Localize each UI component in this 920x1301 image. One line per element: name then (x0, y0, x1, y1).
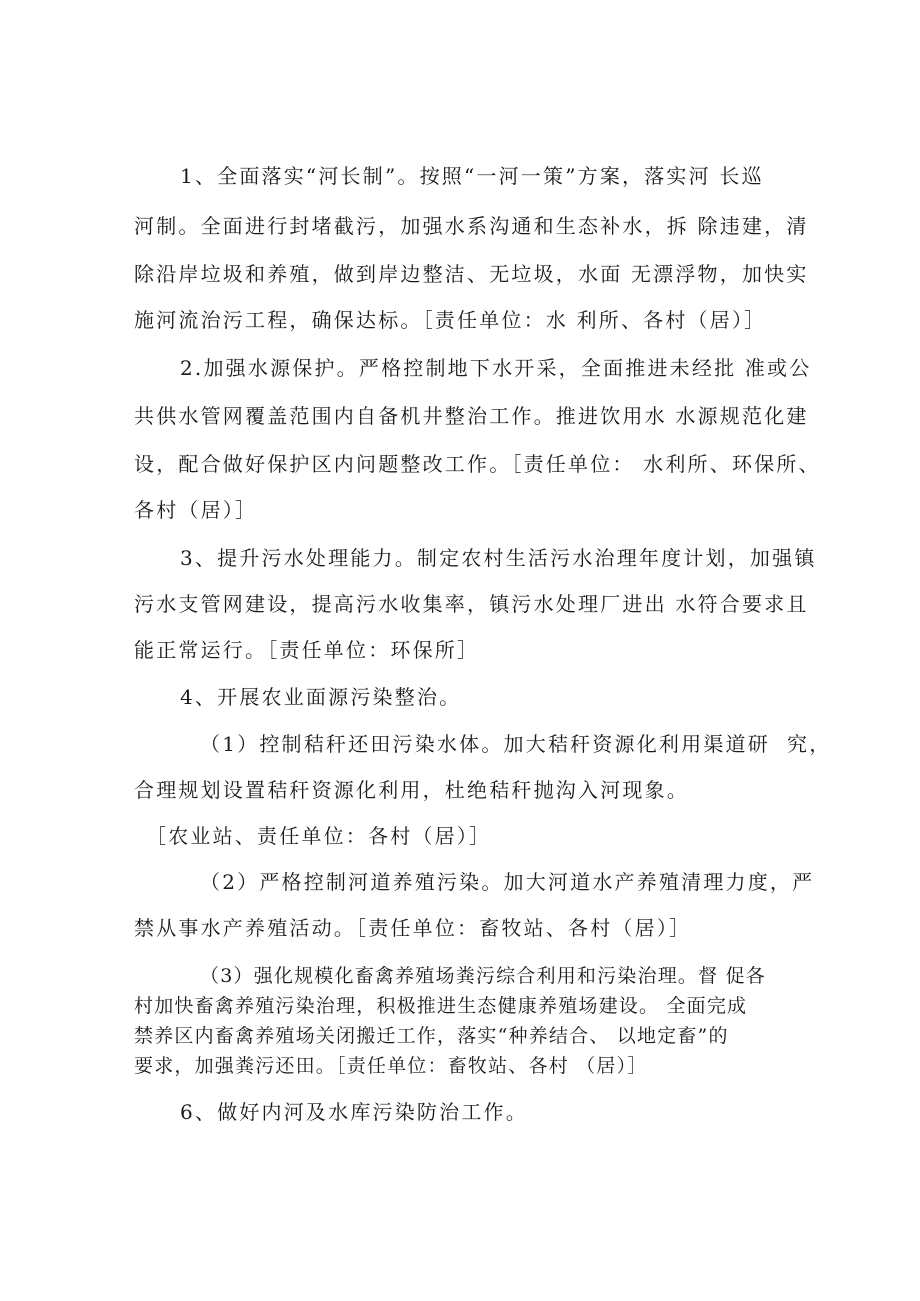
text-line: 污水支管网建设，提高污水收集率，镇污水处理厂进出 水符合要求且 (134, 592, 809, 616)
text-line: 4、开展农业面源污染整治。 (180, 685, 462, 709)
text-line: 禁从事水产养殖活动。［责任单位：畜牧站、各村（居）］ (134, 916, 692, 940)
text-line: 设，配合做好保护区内问题整改工作。［责任单位： 水利所、环保所、 (134, 452, 821, 476)
text-line: （3）强化规模化畜禽养殖场粪污综合利用和污染治理。督 促各 (200, 965, 766, 987)
text-line: 合理规划设置秸秆资源化利用，杜绝秸秆抛沟入河现象。 (134, 778, 689, 802)
text-line: 要求，加强粪污还田。［责任单位：畜牧站、各村 （居）］ (134, 1055, 648, 1077)
text-line: 1、全面落实“河长制”。按照“一河一策”方案，落实河 长巡 (180, 164, 764, 188)
text-line: 禁养区内畜禽养殖场关闭搬迁工作，落实“种养结合、 以地定畜”的 (134, 1025, 729, 1047)
text-line: 除沿岸垃圾和养殖，做到岸边整洁、无垃圾，水面 无漂浮物，加快实 (134, 262, 809, 286)
text-line: 3、提升污水处理能力。制定农村生活污水治理年度计划，加强镇 (180, 546, 817, 570)
text-line: 施河流治污工程，确保达标。［责任单位：水 利所、各村（居）］ (134, 308, 767, 332)
text-line: ［农业站、责任单位：各村（居）］ (146, 824, 492, 848)
text-line: （1）控制秸秆还田污染水体。加大秸秆资源化利用渠道研 究， (200, 732, 832, 756)
text-line: 河制。全面进行封堵截污，加强水系沟通和生态补水，拆 除违建，清 (134, 214, 809, 238)
text-line: 共供水管网覆盖范围内自备机井整治工作。推进饮用水 水源规范化建 (134, 404, 809, 428)
text-line: 能正常运行。［责任单位：环保所］ (134, 638, 480, 662)
text-line: （2）严格控制河道养殖污染。加大河道水产养殖清理力度，严 (200, 870, 815, 894)
text-line: 各村（居）］ (134, 498, 258, 522)
text-line: 6、做好内河及水库污染防治工作。 (180, 1100, 528, 1124)
text-line: 2.加强水源保护。严格控制地下水开采，全面推进未经批 准或公 (180, 356, 812, 380)
text-line: 村加快畜禽养殖污染治理，积极推进生态健康养殖场建设。 全面完成 (134, 995, 748, 1017)
